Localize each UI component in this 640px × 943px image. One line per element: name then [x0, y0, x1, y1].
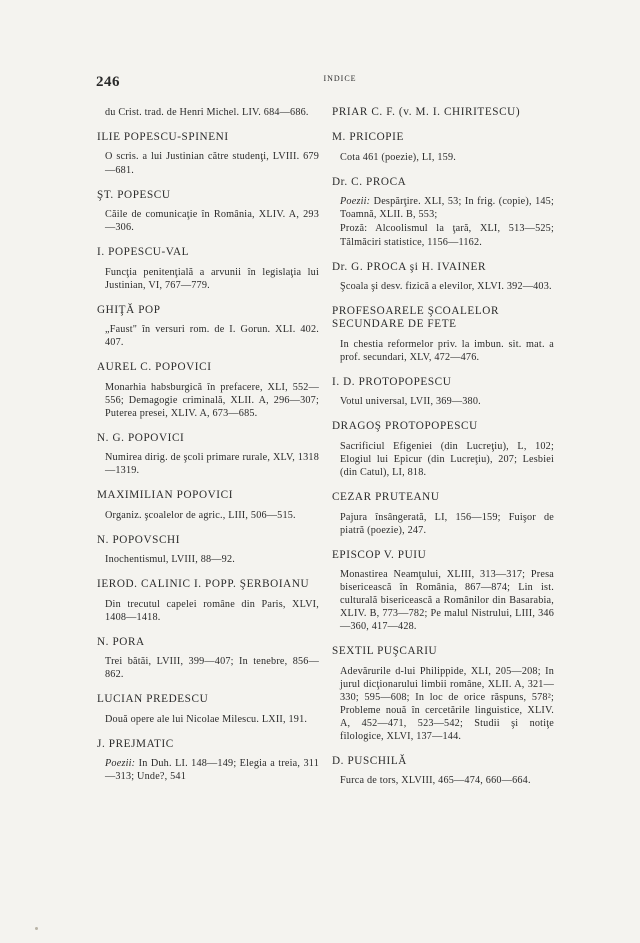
entry-author: J. PREJMATIC	[97, 737, 174, 750]
works-label: Poezii:	[105, 758, 136, 770]
works-text: „Faust" în versuri rom. de I. Gorun. XLI. 402. 407.	[105, 324, 319, 349]
index-entry	[332, 645, 554, 743]
index-entry	[97, 432, 319, 478]
index-entry	[97, 246, 319, 292]
entry-works	[97, 713, 319, 726]
entry-works	[332, 568, 554, 633]
entry-author: ŞT. POPESCU	[97, 188, 171, 201]
works-text: Sacrificiul Efigeniei (din Lucreţiu), L, 102; Elogiul lui Epicur (din Lucreţiu), 207; Lesbiei (din Catul), LI, 818.	[340, 440, 554, 479]
index-entry	[97, 489, 319, 521]
entry-author: Dr. C. PROCA	[332, 175, 407, 188]
index-entry	[332, 549, 554, 634]
index-entry	[332, 420, 554, 479]
works-text: Căile de comunicaţie în România, XLIV. A, 293—306.	[105, 209, 319, 234]
index-entry	[332, 305, 554, 364]
entry-author: IEROD. CALINIC I. POPP. ŞERBOIANU	[97, 578, 310, 591]
entry-works	[97, 553, 319, 566]
works-text: Monastirea Neamţului, XLIII, 313—317; Presa bisericească în România, 867—874; Lin ist. culturală bisericească a Românilor din Basarabia, XLIV. B, 773—782; Pe malul Nistrului, LIII, 346—360, 417—428.	[340, 569, 554, 633]
entry-author: N. POPOVSCHI	[97, 533, 181, 546]
index-entry	[97, 738, 319, 784]
works-text: Trei bătăi, LVIII, 399—407; In tenebre, 856—862.	[105, 656, 319, 681]
entry-author: PROFESOARELE ŞCOALELOR SECUNDARE DE FETE	[332, 305, 500, 331]
entry-works	[97, 266, 319, 292]
entry-works	[332, 338, 554, 364]
entry-works	[97, 208, 319, 234]
entry-author: GHIŢĂ POP	[97, 303, 161, 316]
scan-speck	[35, 927, 38, 930]
entry-author: N. PORA	[97, 635, 145, 648]
entry-author: Dr. G. PROCA şi H. IVAINER	[332, 260, 487, 273]
index-entry	[97, 361, 319, 420]
index-entry	[332, 755, 554, 787]
index-entry	[97, 534, 319, 566]
works-text: Monarhia habsburgică în prefacere, XLI, 552—556; Demagogie criminală, XLII. A, 296—307; Puterea presei, XLIV. A, 673—685.	[105, 381, 319, 419]
entry-author: M. PRICOPIE	[332, 131, 404, 144]
entry-works	[97, 598, 319, 624]
entry-works	[97, 106, 319, 119]
page-number: 246	[96, 74, 120, 90]
entry-works	[332, 511, 554, 537]
works-text: Funcţia penitenţială a arvunii în legislaţia lui Justinian, VI, 767—779.	[105, 266, 319, 291]
index-entry	[97, 131, 319, 177]
entry-works	[97, 150, 319, 176]
index-entry	[332, 176, 554, 249]
index-entry	[332, 131, 554, 163]
index-entry	[97, 578, 319, 624]
entry-author: DRAGOŞ PROTOPOPESCU	[332, 420, 478, 433]
entry-works	[332, 195, 554, 221]
works-text: Furca de tors, XLVIII, 465—474, 660—664.	[340, 775, 531, 787]
index-column-right	[332, 106, 554, 799]
index-entry	[97, 693, 319, 725]
entry-author: LUCIAN PREDESCU	[97, 693, 209, 706]
works-text: Votul universal, LVII, 369—380.	[340, 396, 481, 408]
works-text: Cota 461 (poezie), LI, 159.	[340, 151, 457, 163]
entry-author: SEXTIL PUŞCARIU	[332, 645, 438, 658]
entry-author: PRIAR C. F. (v. M. I. CHIRITESCU)	[332, 106, 521, 118]
index-entry	[97, 304, 319, 350]
entry-author: I. D. PROTOPOPESCU	[332, 376, 452, 388]
index-entry	[97, 106, 319, 119]
works-text: Proză: Alcoolismul la ţară, XLI, 513—525; Tălmăciri statistice, 1156—1162.	[340, 223, 554, 248]
entry-author: N. G. POPOVICI	[97, 431, 185, 444]
works-text: Din trecutul capelei române din Paris, XLVI, 1408—1418.	[105, 598, 319, 623]
index-entry	[97, 636, 319, 682]
entry-author: MAXIMILIAN POPOVICI	[97, 489, 234, 502]
entry-works	[97, 509, 319, 522]
entry-works	[97, 381, 319, 420]
works-text: Inochentismul, LVIII, 88—92.	[105, 554, 236, 566]
works-label: Poezii:	[340, 196, 371, 208]
entry-works	[332, 440, 554, 479]
entry-works	[97, 655, 319, 681]
entry-author: CEZAR PRUTEANU	[332, 491, 440, 504]
index-entry	[332, 491, 554, 537]
works-text: Pajura însângerată, LI, 156—159; Fuişor de piatră (poezie), 247.	[340, 511, 554, 536]
index-entry	[97, 189, 319, 235]
index-entry	[332, 261, 554, 293]
entry-author: I. POPESCU-VAL	[97, 246, 190, 259]
entry-author: EPISCOP V. PUIU	[332, 548, 427, 561]
works-text: O scris. a lui Justinian către studenţi, LVIII. 679—681.	[105, 151, 319, 176]
entry-works	[97, 323, 319, 349]
entry-works	[332, 222, 554, 248]
entry-works	[332, 280, 554, 293]
entry-works	[332, 395, 554, 408]
entry-works	[332, 665, 554, 743]
works-text: Numirea dirig. de şcoli primare rurale, XLV, 1318—1319.	[105, 452, 319, 477]
entry-works	[332, 151, 554, 164]
works-text: Adevărurile d-lui Philippide, XLI, 205—208; In jurul dicţionarului limbii române, XLII. A, 321—330; 595—608; In loc de orice răspuns, 578²; Probleme nouă în cercetările linguistice, XLIV. A, 452—471, 523—542; Studii şi notiţe filologice, XLVI, 137—144.	[340, 665, 554, 742]
running-title: INDICE	[323, 74, 357, 83]
entry-works	[97, 451, 319, 477]
works-text: Organiz. şcoalelor de agric., LIII, 506—515.	[105, 509, 296, 521]
entry-author: AUREL C. POPOVICI	[97, 361, 212, 374]
works-text: Despărţire. XLI, 53; In frig. (copie), 145; Toamnă, XLII. B, 553;	[340, 196, 555, 221]
works-text: Şcoala şi desv. fizică a elevilor, XLVI. 392—403.	[340, 280, 552, 292]
index-entry	[332, 106, 554, 119]
works-text: du Crist. trad. de Henri Michel. LIV. 684—686.	[105, 107, 309, 118]
index-column-left	[97, 106, 319, 795]
works-text: In Duh. LI. 148—149; Elegia a treia, 311—313; Unde?, 541	[105, 758, 319, 783]
entry-works	[332, 774, 554, 787]
works-text: In chestia reformelor priv. la imbun. sit. mat. a prof. secundari, XLV, 472—476.	[340, 338, 554, 363]
entry-author: D. PUSCHILĂ	[332, 754, 407, 767]
index-entry	[332, 376, 554, 408]
entry-author: ILIE POPESCU-SPINENI	[97, 131, 229, 144]
entry-works	[97, 757, 319, 783]
works-text: Două opere ale lui Nicolae Milescu. LXII, 191.	[105, 713, 308, 725]
